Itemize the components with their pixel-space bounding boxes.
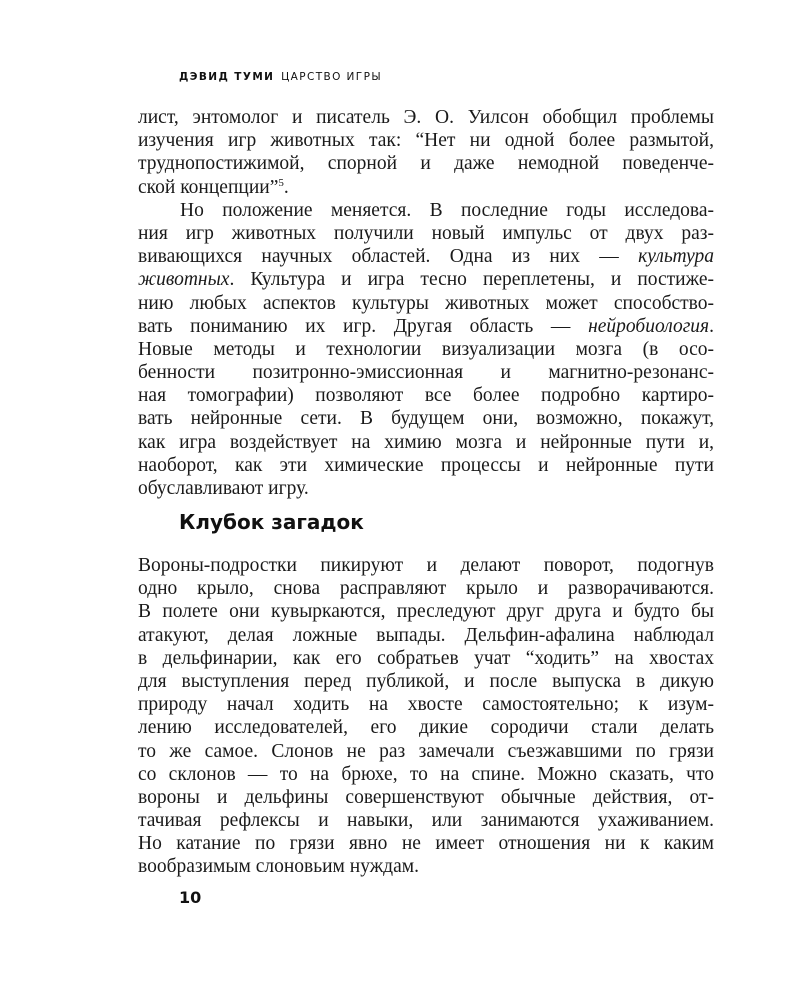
text-line: Но положение меняется. В последние годы исследова- <box>180 199 714 221</box>
body-text-top <box>138 106 714 500</box>
text-fragment: . <box>709 315 714 337</box>
text-line: в дельфинарии, как его собратьев учат “ходить” на хвостах <box>138 647 714 669</box>
text-fragment: вивающихся научных областей. Одна из них — <box>138 246 639 268</box>
text-line: Вороны-подростки пикируют и делают поворот, подогнув <box>138 555 714 576</box>
text-fragment: . Культура и игра тесно переплетены, и постиже- <box>229 269 714 291</box>
text-line: как игра воздействует на химию мозга и нейронные пути и, <box>138 431 714 453</box>
text-line: со склонов — то на брюхе, то на спине. Можно сказать, что <box>138 763 714 785</box>
text-fragment: . <box>283 176 289 198</box>
running-head-author: ДЭВИД ТУМИ <box>179 71 275 83</box>
page-number: 10 <box>179 888 202 907</box>
text-line: атакуют, делая ложные выпады. Дельфин-афалина наблюдал <box>138 624 714 646</box>
italic-term: культура <box>638 246 714 268</box>
text-line: наоборот, как эти химические процессы и нейронные пути <box>138 454 714 476</box>
text-line <box>138 315 714 338</box>
text-line: вообразимым слоновьим нуждам. <box>138 856 419 878</box>
text-line: вороны и дельфины совершенствуют обычные действия, от- <box>138 786 714 808</box>
text-line: то же самое. Слонов не раз замечали съезжавшими по грязи <box>138 740 714 762</box>
text-line: для выступления перед публикой, и после выпуска в дикую <box>138 670 714 692</box>
running-head-title: ЦАРСТВО ИГРЫ <box>281 71 382 83</box>
text-fragment: вать пониманию их игр. Другая область — <box>138 315 589 337</box>
text-line: одно крыло, снова расправляют крыло и разворачиваются. <box>138 578 714 600</box>
italic-term: нейробиология <box>588 315 710 337</box>
text-line: лению исследователей, его дикие сородичи стали делать <box>138 717 714 739</box>
footnote-marker: 5 <box>278 176 284 189</box>
text-line <box>138 245 714 268</box>
running-head <box>179 71 382 83</box>
text-line: ния игр животных получили новый импульс от двух раз- <box>138 222 714 244</box>
text-line: Но катание по грязи явно не имеет отношения ни к каким <box>138 833 714 855</box>
text-line: тачивая рефлексы и навыки, или занимаются ухаживанием. <box>138 810 714 832</box>
text-line: природу начал ходить на хвосте самостоятельно; к изум- <box>138 694 714 716</box>
text-line: лист, энтомолог и писатель Э. О. Уилсон обобщил проблемы <box>138 107 714 128</box>
text-line: В полете они кувыркаются, преследуют друг друга и будто бы <box>138 601 714 623</box>
text-line: бенности позитронно-эмиссионная и магнитно-резонанс- <box>138 362 714 384</box>
section-heading: Клубок загадок <box>179 510 364 534</box>
italic-term: животных <box>138 269 230 291</box>
text-line <box>138 176 714 199</box>
text-line: труднопостижимой, спорной и даже немодной поведенче- <box>138 153 714 175</box>
text-line: Новые методы и технологии визуализации мозга (в осо- <box>138 338 714 360</box>
text-line <box>138 268 714 291</box>
text-fragment: ской концепции” <box>138 176 279 198</box>
text-line: изучения игр животных так: “Нет ни одной более размытой, <box>138 130 714 152</box>
body-text-bottom <box>138 554 714 879</box>
text-line: нию любых аспектов культуры животных может способство- <box>138 292 714 314</box>
text-line: ная томографии) позволяют все более подробно картиро- <box>138 385 714 407</box>
text-line: вать нейронные сети. В будущем они, возможно, покажут, <box>138 408 714 430</box>
text-line: обуславливают игру. <box>138 478 309 499</box>
